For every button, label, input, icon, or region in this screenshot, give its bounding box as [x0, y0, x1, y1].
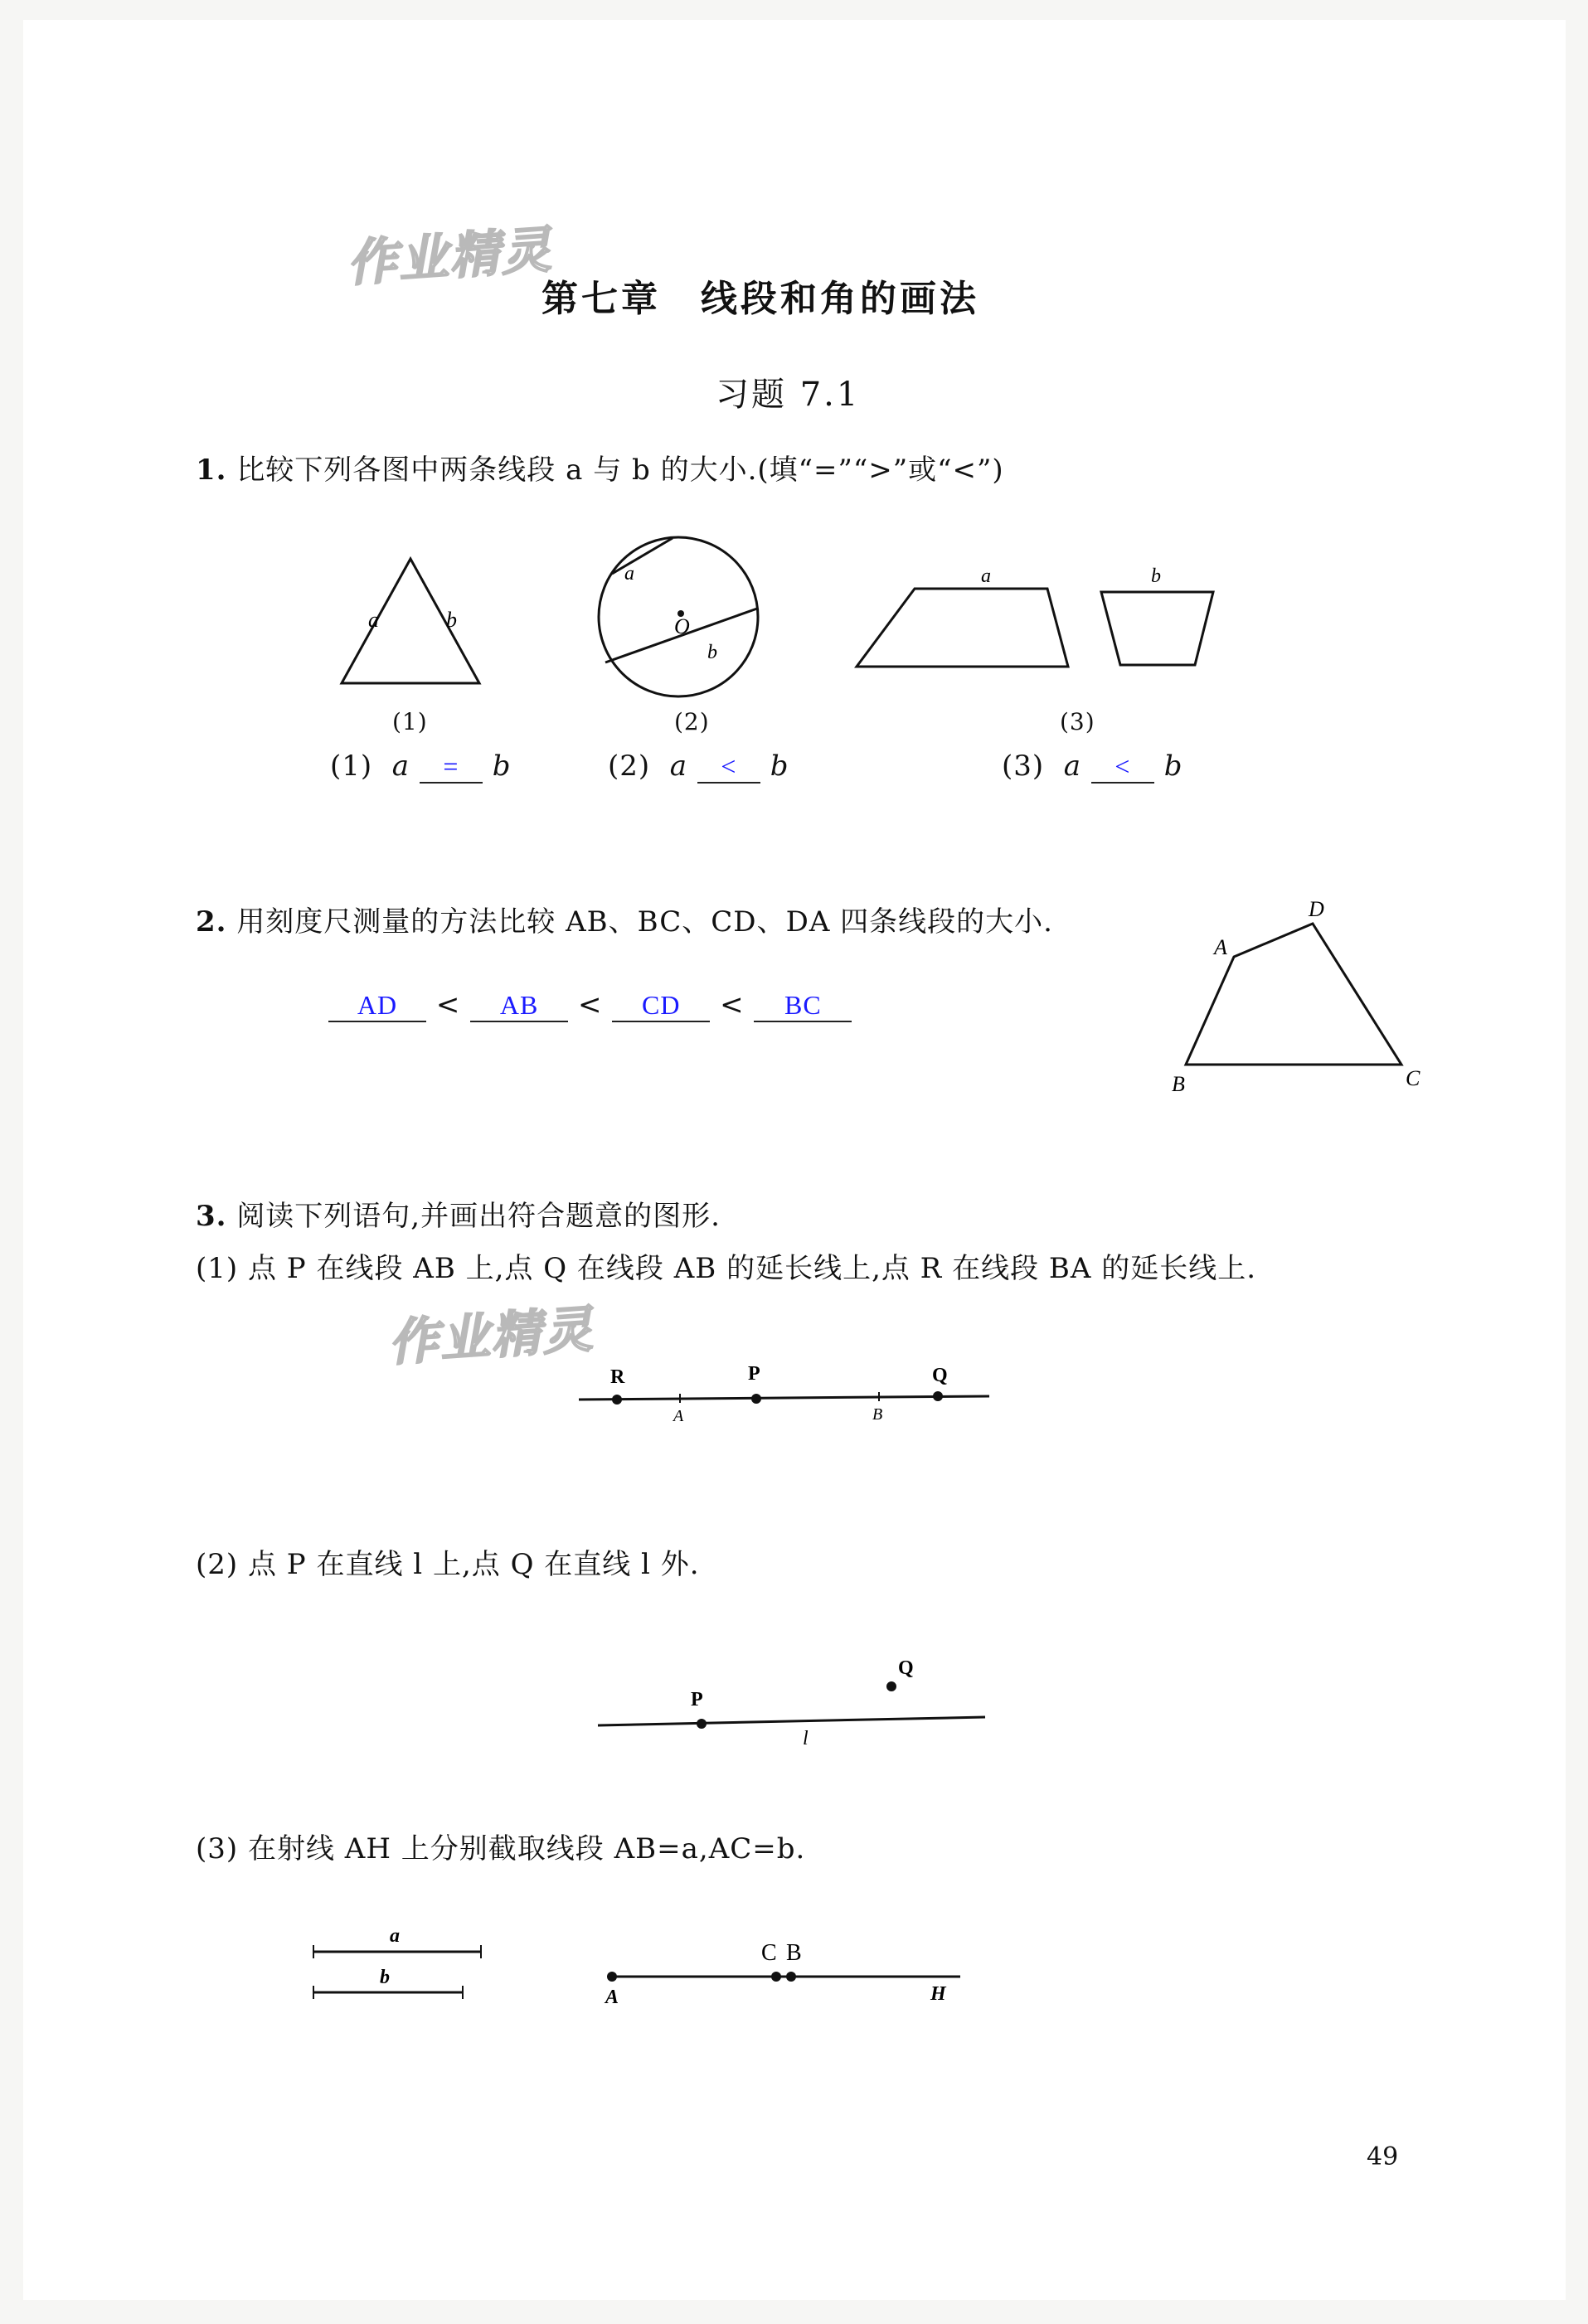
trapezoid-label-b: b: [1151, 565, 1161, 587]
q2-answer-row: [328, 988, 852, 1022]
page-number: 49: [1367, 2142, 1399, 2171]
vertex-label-c: C: [1406, 1066, 1420, 1090]
point-b: [786, 1972, 796, 1982]
q2-number: 2.: [196, 905, 227, 939]
label-a: A: [673, 1407, 684, 1425]
vertex-label-b: B: [1172, 1072, 1185, 1096]
label-a: a: [390, 1925, 400, 1947]
q1-figure-triangle: [322, 534, 504, 700]
label-l: l: [803, 1728, 809, 1749]
q2-sep-3: <: [720, 988, 745, 1021]
q1-prompt: [196, 447, 1004, 488]
triangle-label-b: b: [446, 608, 457, 632]
circle-label-a: a: [624, 563, 634, 585]
label-c: C: [761, 1940, 777, 1966]
q1-answer-3-right: b: [1163, 750, 1183, 783]
label-a: A: [605, 1987, 619, 2008]
circle-label-o: O: [674, 614, 690, 638]
q1-answer-2-left: a: [669, 750, 688, 783]
q1-answer-2-label: (2): [608, 750, 651, 783]
label-r: R: [610, 1366, 625, 1388]
q1-figure-circle: [575, 517, 782, 716]
point-p: [751, 1394, 761, 1404]
q1-answer-3-label: (3): [1002, 750, 1045, 783]
vertex-label-d: D: [1309, 897, 1324, 921]
q3-prompt: [196, 1193, 721, 1234]
q1-number: 1.: [196, 454, 227, 487]
figure-label-3: (3): [1060, 708, 1095, 735]
label-h: H: [930, 1983, 946, 2005]
label-q: Q: [932, 1365, 948, 1386]
watermark: 作业精灵: [386, 1300, 596, 1373]
q2-quadrilateral: [1143, 886, 1458, 1102]
q2-answer-3: CD: [612, 990, 710, 1022]
figure-label-2: (2): [674, 708, 710, 735]
q3-part1-figure: [571, 1355, 1002, 1446]
q1-figure-trapezoids: [852, 551, 1284, 683]
q1-answer-3-blank: <: [1091, 751, 1154, 784]
chapter-title: 第七章 线段和角的画法: [541, 278, 979, 320]
point-q: [933, 1391, 943, 1401]
point-a: [607, 1972, 617, 1982]
q2-answer-4: BC: [754, 990, 852, 1022]
point-c: [771, 1972, 781, 1982]
q2-text: 用刻度尺测量的方法比较 AB、BC、CD、DA 四条线段的大小.: [236, 905, 1053, 939]
triangle-label-a: a: [368, 608, 379, 632]
exercise-title: 习题 7.1: [716, 376, 861, 414]
q2-prompt: [196, 899, 1053, 939]
q3-part3-text: (3) 在射线 AH 上分别截取线段 AB=a,AC=b.: [196, 1832, 806, 1866]
trapezoid-label-a: a: [981, 565, 991, 587]
label-b: B: [786, 1940, 802, 1966]
q1-answer-1-left: a: [391, 750, 410, 783]
vertex-label-a: A: [1214, 935, 1227, 959]
segment-line: [579, 1396, 989, 1400]
q2-sep-1: <: [435, 988, 461, 1021]
q1-answer-1-label: (1): [330, 750, 373, 783]
q3-part3-given-segments: [297, 1919, 496, 2010]
chord-a: [612, 538, 673, 574]
q3-part1-text: (1) 点 P 在线段 AB 上,点 Q 在线段 AB 的延长线上,点 R 在线段 BA 的延长线上.: [196, 1252, 1257, 1285]
q2-answer-1: AD: [328, 990, 426, 1022]
label-b: B: [872, 1405, 883, 1424]
point-p: [697, 1719, 707, 1729]
q3-part2-text: (2) 点 P 在直线 l 上,点 Q 在直线 l 外.: [196, 1548, 700, 1581]
q2-answer-2: AB: [470, 990, 568, 1022]
q1-answer-2: [608, 750, 789, 784]
page: [23, 20, 1566, 2300]
q1-answer-2-blank: <: [697, 751, 760, 784]
q1-answer-2-right: b: [770, 750, 789, 783]
q1-answer-3: [1002, 750, 1183, 784]
label-p: P: [691, 1689, 703, 1710]
q2-sep-2: <: [577, 988, 603, 1021]
q3-number: 3.: [196, 1200, 227, 1233]
trapezoid-a: [857, 589, 1068, 667]
label-q: Q: [898, 1657, 914, 1679]
watermark: 作业精灵: [345, 221, 555, 294]
q3-text: 阅读下列语句,并画出符合题意的图形.: [236, 1200, 721, 1233]
q3-part2-figure: [591, 1641, 1006, 1749]
point-q: [886, 1681, 896, 1691]
line-l: [598, 1717, 985, 1725]
q1-answer-1: [330, 750, 511, 784]
triangle-shape: [342, 559, 479, 683]
circle-label-b: b: [707, 642, 717, 663]
q1-answer-1-right: b: [492, 750, 512, 783]
q3-part3-ray: [595, 1919, 977, 2018]
q1-answer-1-blank: =: [420, 751, 483, 784]
q1-answer-3-left: a: [1063, 750, 1082, 783]
trapezoid-b: [1101, 592, 1213, 665]
figure-label-1: (1): [392, 708, 428, 735]
point-r: [612, 1395, 622, 1405]
label-b: b: [380, 1967, 390, 1988]
label-p: P: [748, 1363, 760, 1385]
q1-text: 比较下列各图中两条线段 a 与 b 的大小.(填“=”“>”或“<”): [236, 454, 1004, 487]
